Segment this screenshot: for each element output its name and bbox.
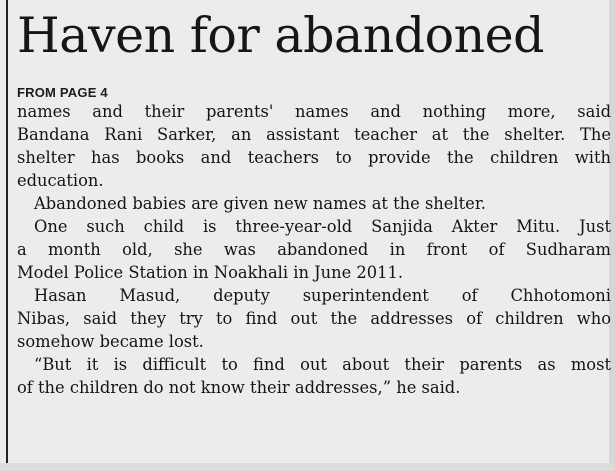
paragraph-3: [17, 215, 611, 284]
text-line: of the children do not know their addresses,” he said.: [17, 378, 461, 397]
text-line: a month old, she was abandoned in front of Sudharam: [17, 240, 611, 259]
text-line: Bandana Rani Sarker, an assistant teacher at the shelter. The: [17, 125, 611, 144]
text-line: names and their parents' names and nothing more, said: [17, 102, 611, 121]
text-line: One such child is three-year-old Sanjida Akter Mitu. Just: [34, 217, 611, 236]
column-rule: [6, 0, 8, 471]
text-line: education.: [17, 171, 104, 190]
paragraph-4: [17, 284, 611, 353]
jump-line: FROM PAGE 4: [17, 85, 108, 100]
text-line: Hasan Masud, deputy superintendent of Chhotomoni: [34, 286, 611, 305]
paragraph-5: [17, 353, 611, 399]
text-line: Abandoned babies are given new names at the shelter.: [34, 194, 486, 213]
paragraph-1: [17, 100, 611, 192]
text-line: Model Police Station in Noakhali in June 2011.: [17, 263, 404, 282]
page-bottom-edge: [0, 463, 615, 471]
text-line: somehow became lost.: [17, 332, 204, 351]
text-line: Nibas, said they try to find out the addresses of children who: [17, 309, 611, 328]
headline: Haven for abandoned: [17, 7, 545, 64]
article: [17, 0, 611, 399]
text-line: shelter has books and teachers to provide the children with: [17, 148, 611, 167]
paragraph-2: [17, 192, 611, 215]
text-line: “But it is difficult to find out about their parents as most: [34, 355, 611, 374]
